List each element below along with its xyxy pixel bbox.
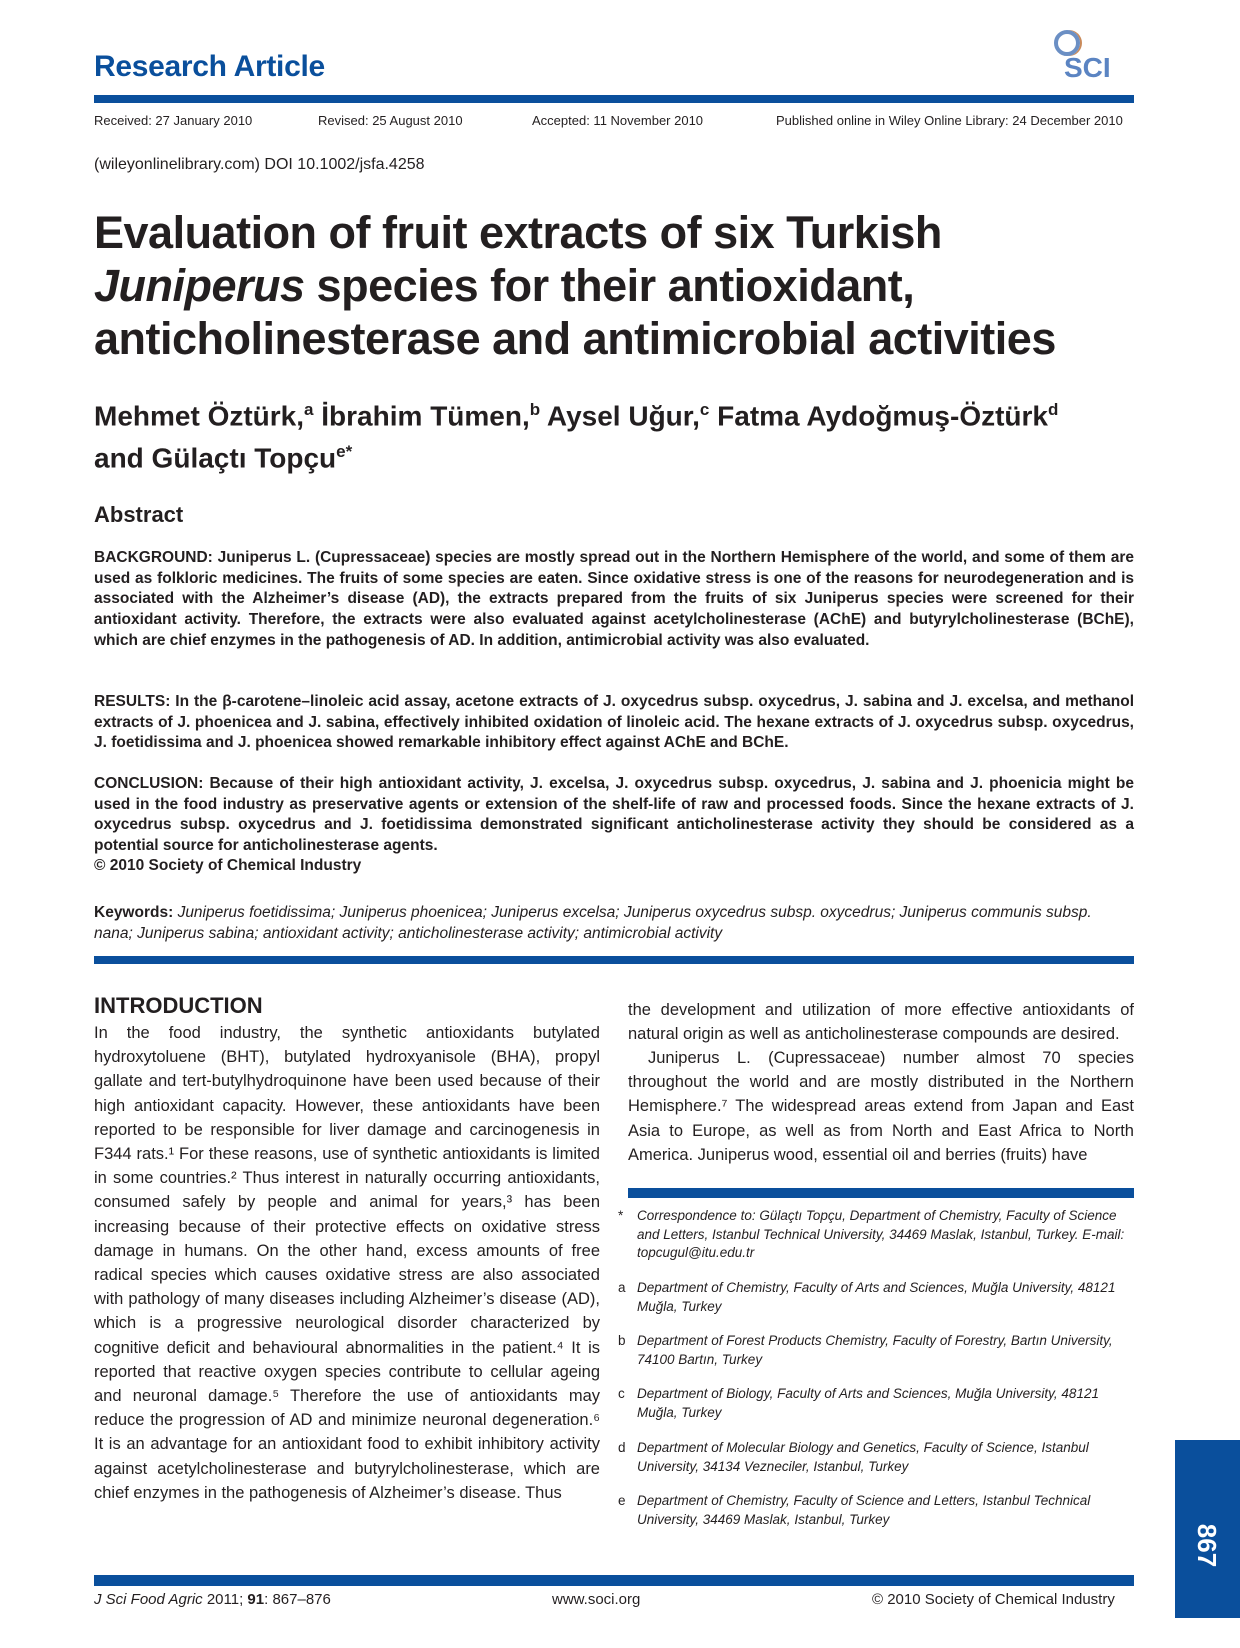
published-date: Published online in Wiley Online Library: 24 December 2010: [776, 113, 1123, 128]
footnote-text: Department of Molecular Biology and Genetics, Faculty of Science, Istanbul University, 34134 Vezneciler, Istanbul, Turkey: [637, 1440, 1089, 1474]
logo-text: SCI: [1064, 52, 1111, 83]
citation-volume: 91: [247, 1591, 265, 1608]
author: İbrahim Tümen,: [321, 400, 530, 432]
abstract-results: RESULTS: In the β-carotene–linoleic acid assay, acetone extracts of J. oxycedrus subsp. oxycedrus, J. sabina and J. excelsa, and methanol extracts of J. phoenicea and J. sabina, effectively inhibited oxidation of linoleic acid. The hexane extracts of J. oxycedrus subsp. oxycedrus, J. foetidissima and J. phoenicea showed remarkable inhibitory effect against AChE and BChE.: [94, 693, 1134, 752]
footnote-marker: d: [618, 1440, 626, 1455]
citation: [94, 1591, 331, 1608]
doi[interactable]: (wileyonlinelibrary.com) DOI 10.1002/jsfa.4258: [94, 156, 425, 173]
abstract-copyright: © 2010 Society of Chemical Industry: [94, 857, 362, 874]
article-title: [94, 206, 1154, 365]
title-line-1: Evaluation of fruit extracts of six Turkish: [94, 207, 942, 258]
abstract-divider: [94, 956, 1134, 964]
footer-divider: [94, 1575, 1134, 1586]
footnote-marker: e: [618, 1493, 626, 1508]
title-line-3: anticholinesterase and antimicrobial activities: [94, 313, 1056, 364]
footnote-text: Department of Chemistry, Faculty of Arts and Sciences, Muğla University, 48121 Muğla, Turkey: [637, 1280, 1116, 1314]
title-line-2: [94, 259, 1154, 312]
revised-date: Revised: 25 August 2010: [318, 113, 463, 128]
sci-logo: [1052, 30, 1130, 85]
footnote-marker: b: [618, 1333, 626, 1348]
footer-copyright: © 2010 Society of Chemical Industry: [872, 1591, 1115, 1608]
affiliation-e: [618, 1492, 1135, 1529]
journal-name: J Sci Food Agric: [94, 1591, 203, 1608]
author-affiliation: e*: [336, 442, 353, 462]
section-label: Research Article: [94, 50, 325, 83]
author: Mehmet Öztürk,: [94, 400, 305, 432]
footnote-marker: c: [618, 1386, 625, 1401]
footnote-text: Department of Forest Products Chemistry, Faculty of Forestry, Bartın University, 74100 Bartın, Turkey: [637, 1333, 1113, 1367]
footnote-text: Department of Biology, Faculty of Arts and Sciences, Muğla University, 48121 Muğla, Turkey: [637, 1386, 1099, 1420]
footnote-divider: [628, 1188, 1134, 1198]
website-link[interactable]: www.soci.org: [552, 1591, 641, 1608]
title-genus: Juniperus: [94, 260, 305, 311]
intro-right-para-2: Juniperus L. (Cupressaceae) number almost 70 species throughout the world and are mostly distributed in the Northern Hemisphere.⁷ The widespread areas extend from Japan and East Asia to Europe, as well as from North and East Africa to North America. Juniperus wood, essential oil and berries (fruits) have: [628, 1049, 1134, 1164]
citation-year: 2011;: [202, 1591, 248, 1608]
accepted-date: Accepted: 11 November 2010: [532, 113, 704, 128]
abstract-background: BACKGROUND: Juniperus L. (Cupressaceae) species are mostly spread out in the Northern Hemisphere of the world, and some of them are used as folkloric medicines. The fruits of some species are eaten. Since oxidative stress is one of the reasons for neurodegeneration and is associated with the Alzheimer’s disease (AD), the extracts prepared from the fruits of six Juniperus species were screened for their antioxidant activity. Therefore, the extracts were also evaluated against acetylcholinesterase (AChE) and butyrylcholinesterase (BChE), which are chief enzymes in the pathogenesis of AD. In addition, antimicrobial activity was also evaluated.: [94, 549, 1134, 649]
intro-right-para-1: the development and utilization of more effective antioxidants of natural origin as well as anticholinesterase compounds are desired.: [628, 1001, 1134, 1044]
author: and Gülaçtı Topçu: [94, 442, 337, 474]
footnote-text: Correspondence to: Gülaçtı Topçu, Department of Chemistry, Faculty of Science and Letters, Istanbul Technical University, 34469 Maslak, Istanbul, Turkey. E-mail: topcugul@itu.edu.tr: [637, 1208, 1125, 1260]
page-number: 867: [1192, 1523, 1223, 1568]
abstract-conclusion: CONCLUSION: Because of their high antioxidant activity, J. excelsa, J. oxycedrus subsp. oxycedrus, J. sabina and J. phoenicia might be used in the food industry as preservative agents or extension of the shelf-life of raw and processed foods. Since the hexane extracts of J. oxycedrus subsp. oxycedrus and J. foetidissima demonstrated significant anticholinesterase activity they should be considered as a potential source for anticholinesterase agents.: [94, 775, 1134, 855]
author-affiliation: d: [1048, 400, 1059, 419]
keywords-list: Juniperus foetidissima; Juniperus phoenicea; Juniperus excelsa; Juniperus oxycedrus subsp. oxycedrus; Juniperus communis subsp. nana; Juniperus sabina; antioxidant activity; anticholinesterase activity; antimicrobial activity: [94, 904, 1092, 942]
footnote-text: Department of Chemistry, Faculty of Science and Letters, Istanbul Technical University, 34469 Maslak, Istanbul, Turkey: [637, 1493, 1091, 1527]
author-affiliation: b: [529, 400, 541, 419]
author-list: [94, 392, 1154, 477]
title-line-2-rest: species for their antioxidant,: [304, 260, 915, 311]
keywords: [94, 903, 1134, 944]
affiliation-b: [618, 1332, 1135, 1369]
citation-pages: : 867–876: [264, 1591, 331, 1608]
correspondence-footnote: [618, 1207, 1135, 1263]
received-date: Received: 27 January 2010: [94, 113, 253, 128]
abstract-heading: Abstract: [94, 502, 184, 527]
author-affiliation: a: [304, 400, 314, 419]
header-divider: [94, 95, 1134, 103]
page-number-tab: [1175, 1440, 1240, 1618]
footnote-marker: a: [618, 1280, 626, 1295]
affiliation-c: [618, 1385, 1135, 1422]
footnote-marker: *: [618, 1208, 624, 1223]
author: Fatma Aydoğmuş-Öztürk: [717, 400, 1049, 432]
introduction-heading: INTRODUCTION: [94, 993, 263, 1018]
affiliation-d: [618, 1439, 1135, 1476]
intro-left-column: In the food industry, the synthetic antioxidants butylated hydroxytoluene (BHT), butylated hydroxyanisole (BHA), propyl gallate and tert-butylhydroquinone have been used because of their high antioxidant capacity. However, these antioxidants have been reported to be responsible for liver damage and carcinogenesis in F344 rats.¹ For these reasons, use of synthetic antioxidants is limited in some countries.² Thus interest in naturally occurring antioxidants, consumed safely by people and animal for years,³ has been increasing because of their protective effects on oxidative stress damage in humans. On the other hand, excess amounts of free radical species which causes oxidative stress are also associated with pathology of many diseases including Alzheimer’s disease (AD), which is a progressive neurological disorder characterized by cognitive deficit and behavioural abnormalities in the patient.⁴ It is reported that reactive oxygen species contribute to cellular ageing and neuronal damage.⁵ Therefore the use of antioxidants may reduce the progression of AD and minimize neuronal degeneration.⁶ It is an advantage for an antioxidant food to exhibit inhibitory activity against acetylcholinesterase and butyrylcholinesterase, which are chief enzymes in the pathogenesis of Alzheimer’s disease. Thus: [94, 1024, 600, 1502]
author: Aysel Uğur,: [546, 400, 700, 432]
author-affiliation: c: [699, 400, 710, 419]
affiliation-a: [618, 1279, 1135, 1316]
keywords-label: Keywords:: [94, 904, 174, 921]
